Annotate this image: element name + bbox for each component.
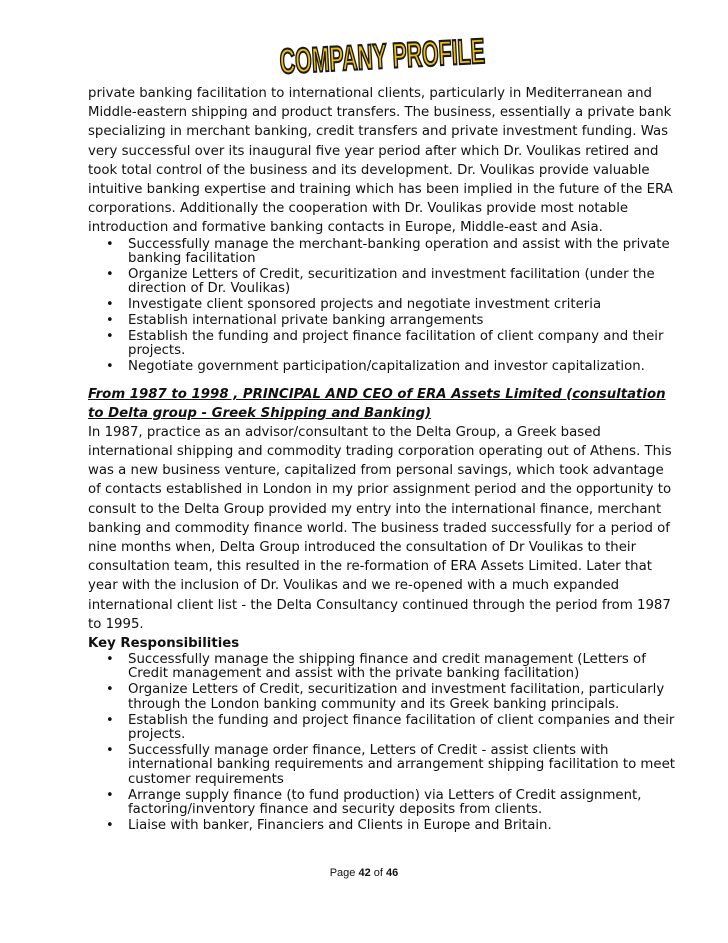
list-item: • Successfully manage the shipping finance and credit management (Letters of Credit management and assist with the private banking facilitation) <box>128 653 678 682</box>
bullet-list-2 <box>88 653 678 833</box>
list-item: • Liaise with banker, Financiers and Clients in Europe and Britain. <box>128 819 678 833</box>
list-item: • Establish the funding and project finance facilitation of client company and their projects. <box>128 330 678 359</box>
list-item: • Investigate client sponsored projects and negotiate investment criteria <box>128 298 678 312</box>
page-number: 42 <box>358 867 371 879</box>
section-paragraph: In 1987, practice as an advisor/consultant to the Delta Group, a Greek based international shipping and commodity trading corporation operating out of Athens. This was a new business venture, capitalized from personal savings, which took advantage of contacts established in London in my prior assignment period and the opportunity to consult to the Delta Group provided my entry into the international finance, merchant banking and commodity finance world. The business traded successfully for a period of nine months when, Delta Group introduced the consultation of Dr Voulikas to their consultation team, this resulted in the re-formation of ERA Assets Limited. Later that year with the inclusion of Dr. Voulikas and we re-opened with a much expanded international client list - the Delta Consultancy continued through the period from 1987 to 1995. <box>88 424 672 632</box>
document-body <box>88 84 678 835</box>
page-footer <box>0 867 728 879</box>
list-item: • Arrange supply finance (to fund production) via Letters of Credit assignment, factoring/inventory finance and security deposits from clients. <box>128 789 678 818</box>
intro-paragraph: private banking facilitation to international clients, particularly in Mediterranean and Middle-eastern shipping and product transfers. The business, essentially a private bank specializing in merchant banking, credit transfers and private investment funding. Was very successful over its inaugural five year period after which Dr. Voulikas retired and took total control of the business and its development. Dr. Voulikas provide valuable intuitive banking expertise and training which has been implied in the future of the ERA corporations. Additionally the cooperation with Dr. Voulikas provide most notable introduction and formative banking contacts in Europe, Middle-east and Asia. <box>88 86 673 236</box>
list-item: • Successfully manage order finance, Letters of Credit - assist clients with international banking requirements and arrangement shipping facilitation to meet customer requirements <box>128 744 678 787</box>
list-item: • Organize Letters of Credit, securitization and investment facilitation, particularly through the London banking community and its Greek banking principals. <box>128 683 678 712</box>
total-pages: 46 <box>386 867 399 879</box>
page-word: Page <box>329 867 356 879</box>
list-item: • Negotiate government participation/capitalization and investor capitalization. <box>128 360 678 374</box>
list-item: • Organize Letters of Credit, securitization and investment facilitation (under the direction of Dr. Voulikas) <box>128 268 678 297</box>
list-item: • Establish international private banking arrangements <box>128 314 678 328</box>
list-item: • Successfully manage the merchant-banking operation and assist with the private banking facilitation <box>128 238 678 267</box>
of-word: of <box>373 867 383 879</box>
key-responsibilities-heading: Key Responsibilities <box>88 636 240 652</box>
bullet-list-1 <box>88 238 678 375</box>
logo-text: COMPANY PROFILE <box>278 32 486 82</box>
section-heading: From 1987 to 1998 , PRINCIPAL AND CEO of ERA Assets Limited (consultation to Delta group - Greek Shipping and Banking) <box>88 386 666 421</box>
company-profile-logo <box>278 26 486 82</box>
list-item: • Establish the funding and project finance facilitation of client companies and their projects. <box>128 714 678 743</box>
